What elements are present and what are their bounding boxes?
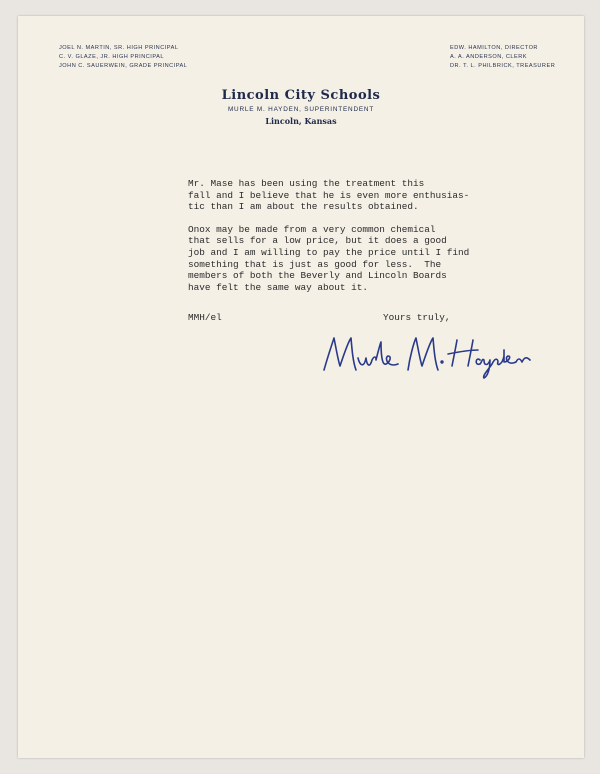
handwritten-signature	[318, 326, 548, 386]
staff-list-right	[450, 44, 555, 71]
staff-line: A. A. ANDERSON, CLERK	[450, 54, 528, 60]
letterhead-city: Lincoln, Kansas	[265, 116, 337, 126]
staff-line: C. V. GLAZE, JR. HIGH PRINCIPAL	[59, 54, 165, 60]
body-paragraph: Onox may be made from a very common chemical that sells for a low price, but it does a good job and I am willing to pay the price until I find something that is just as good for less. The members of both the Beverly and Lincoln Boards have felt the same way about it.	[188, 223, 470, 293]
complimentary-close: Yours truly,	[383, 312, 451, 323]
staff-line: DR. T. L. PHILBRICK, TREASURER	[450, 63, 556, 69]
letterhead-superintendent: MURLE M. HAYDEN, SUPERINTENDENT	[227, 106, 375, 113]
letterhead-title: Lincoln City Schools	[221, 88, 381, 103]
staff-list-left	[59, 44, 187, 71]
typist-initials: MMH/el	[188, 312, 222, 323]
staff-line: JOEL N. MARTIN, SR. HIGH PRINCIPAL	[59, 45, 179, 51]
body-paragraph: Mr. Mase has been using the treatment this fall and I believe that he is even more enthusias- tic than I am about the results obtained.	[188, 178, 470, 213]
letter-body	[188, 178, 568, 304]
staff-line: EDW. HAMILTON, DIRECTOR	[450, 45, 538, 51]
staff-line: JOHN C. SAUERWEIN, GRADE PRINCIPAL	[59, 63, 188, 69]
letter-page	[18, 16, 584, 758]
letterhead	[18, 88, 584, 126]
